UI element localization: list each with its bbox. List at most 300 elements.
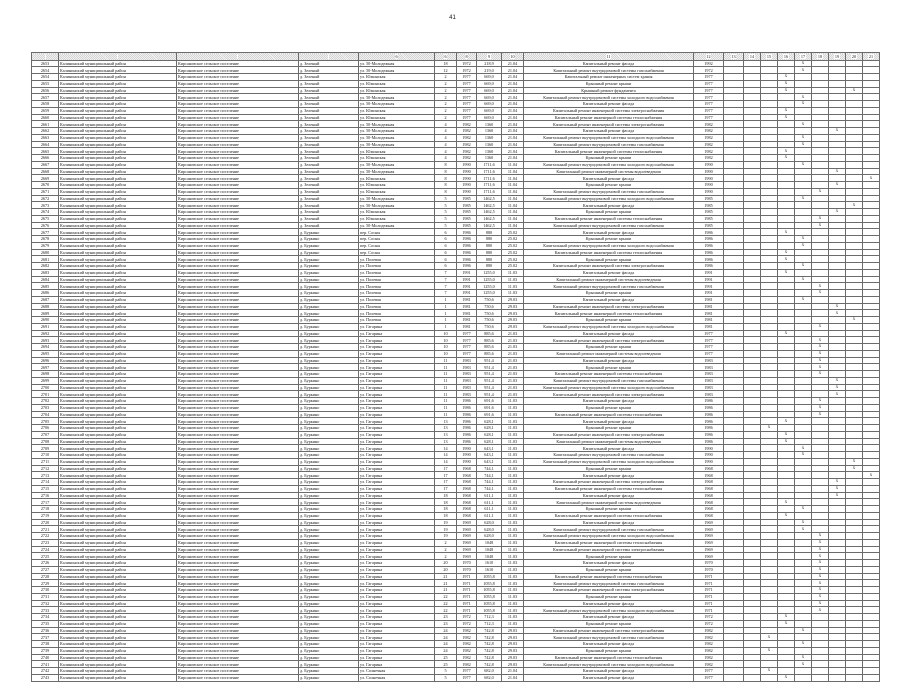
mark-cell: [846, 364, 863, 371]
row-number-cell: 2720: [32, 519, 59, 526]
settlement-cell: Кирсановское сельское поселение: [177, 276, 299, 283]
mark-cell: [795, 364, 812, 371]
table-row: [32, 512, 880, 519]
table-row: [32, 134, 880, 141]
mark-cell: [829, 553, 846, 560]
build-year-cell: 1969: [457, 546, 477, 553]
row-number-cell: 2692: [32, 330, 59, 337]
mark-cell: [761, 263, 778, 270]
municipality-cell: Калининский муниципальный район: [59, 148, 177, 155]
mark-cell: [778, 161, 795, 168]
build-year-cell: 1982: [457, 654, 477, 661]
plan-year-cell: 1982: [694, 134, 724, 141]
house-number-cell: 17: [435, 472, 457, 479]
locality-cell: д. Буркино: [299, 256, 359, 263]
settlement-cell: Кирсановское сельское поселение: [177, 317, 299, 324]
area-cell: 742,8: [477, 634, 502, 641]
area-cell: 880: [477, 249, 502, 256]
work-type-cell: Капитальный ремонт внутридомовой системы холодного водоснабжения: [524, 94, 694, 101]
mark-cell: x: [829, 128, 846, 135]
plan-year-cell: 1982: [694, 128, 724, 135]
build-year-cell: 1982: [457, 647, 477, 654]
table-row: [32, 290, 880, 297]
mark-cell: [778, 391, 795, 398]
area-cell: 669,0: [477, 87, 502, 94]
municipality-cell: Калининский муниципальный район: [59, 634, 177, 641]
mark-cell: [863, 506, 880, 513]
house-number-cell: 5: [435, 668, 457, 675]
street-cell: ул. Гагарина: [359, 580, 435, 587]
mark-cell: x: [795, 654, 812, 661]
mark-cell: [829, 195, 846, 202]
table-row: [32, 654, 880, 661]
mark-cell: [863, 411, 880, 418]
mark-cell: [812, 74, 829, 81]
mark-cell: [829, 101, 846, 108]
plan-year-cell: 1991: [694, 283, 724, 290]
table-row: [32, 74, 880, 81]
term-cell: 11.04: [502, 202, 524, 209]
locality-cell: д. Зеленый: [299, 74, 359, 81]
work-type-cell: Капитальный ремонт инженерной системы водоотведения: [524, 168, 694, 175]
house-number-cell: 2: [435, 114, 457, 121]
mark-cell: [761, 209, 778, 216]
settlement-cell: Кирсановское сельское поселение: [177, 627, 299, 634]
mark-cell: x: [812, 371, 829, 378]
mark-cell: x: [795, 242, 812, 249]
plan-year-cell: 1981: [694, 303, 724, 310]
empty-cell: [724, 114, 744, 121]
area-cell: 669,0: [477, 107, 502, 114]
mark-cell: [761, 175, 778, 182]
empty-cell: [744, 155, 761, 162]
street-cell: ул. Южинская: [359, 74, 435, 81]
mark-cell: [846, 512, 863, 519]
locality-cell: д. Буркино: [299, 269, 359, 276]
mark-cell: [812, 499, 829, 506]
empty-cell: [744, 222, 761, 229]
mark-cell: [863, 533, 880, 540]
header-cell-label: 14: [749, 53, 755, 59]
work-type-cell: Капитальный ремонт фасада: [524, 492, 694, 499]
mark-cell: [795, 634, 812, 641]
row-number-cell: 2694: [32, 344, 59, 351]
mark-cell: [761, 438, 778, 445]
mark-cell: [761, 114, 778, 121]
empty-cell: [724, 74, 744, 81]
row-number-cell: 2712: [32, 465, 59, 472]
mark-cell: [761, 256, 778, 263]
locality-cell: д. Буркино: [299, 249, 359, 256]
area-cell: 1360: [477, 141, 502, 148]
mark-cell: x: [829, 384, 846, 391]
mark-cell: [795, 350, 812, 357]
plan-year-cell: 1972: [694, 67, 724, 74]
empty-cell: [744, 465, 761, 472]
empty-cell: [744, 80, 761, 87]
mark-cell: [829, 249, 846, 256]
empty-cell: [744, 398, 761, 405]
mark-cell: [846, 242, 863, 249]
header-cell-label: 21: [868, 53, 874, 59]
row-number-cell: 2723: [32, 539, 59, 546]
empty-cell: [724, 350, 744, 357]
settlement-cell: Кирсановское сельское поселение: [177, 647, 299, 654]
mark-cell: x: [795, 141, 812, 148]
house-number-cell: 2: [435, 546, 457, 553]
mark-cell: [761, 242, 778, 249]
municipality-cell: Калининский муниципальный район: [59, 229, 177, 236]
settlement-cell: Кирсановское сельское поселение: [177, 74, 299, 81]
mark-cell: [846, 654, 863, 661]
house-number-cell: 6: [435, 256, 457, 263]
build-year-cell: 1991: [457, 269, 477, 276]
work-type-cell: Крышный ремонт крыши: [524, 593, 694, 600]
mark-cell: [795, 546, 812, 553]
plan-year-cell: 1971: [694, 580, 724, 587]
plan-year-cell: 1986: [694, 411, 724, 418]
area-cell: 628,0: [477, 533, 502, 540]
empty-cell: [724, 256, 744, 263]
plan-year-cell: 1985: [694, 215, 724, 222]
area-cell: 880: [477, 229, 502, 236]
mark-cell: [778, 411, 795, 418]
header-cell-label: 15: [766, 53, 772, 59]
mark-cell: [795, 431, 812, 438]
municipality-cell: Калининский муниципальный район: [59, 647, 177, 654]
work-type-cell: Капитальный ремонт инженерной системы электроснабжения: [524, 391, 694, 398]
street-cell: ул. Гагарина: [359, 587, 435, 594]
empty-cell: [724, 533, 744, 540]
empty-cell: [724, 384, 744, 391]
locality-cell: д. Буркино: [299, 674, 359, 681]
locality-cell: д. Зеленый: [299, 87, 359, 94]
empty-cell: [724, 94, 744, 101]
work-type-cell: Капитальный ремонт инженерной системы теплоснабжения: [524, 654, 694, 661]
house-number-cell: 6: [435, 229, 457, 236]
municipality-cell: Калининский муниципальный район: [59, 222, 177, 229]
area-cell: 1055,8: [477, 573, 502, 580]
street-cell: ул. 50-Молодежная: [359, 128, 435, 135]
mark-cell: [778, 242, 795, 249]
house-number-cell: 10: [435, 337, 457, 344]
work-type-cell: Капитальный ремонт инженерной системы электроснабжения: [524, 107, 694, 114]
house-number-cell: 13: [435, 431, 457, 438]
work-type-cell: Крышный ремонт крыши: [524, 425, 694, 432]
mark-cell: [863, 195, 880, 202]
mark-cell: [761, 580, 778, 587]
build-year-cell: 1986: [457, 229, 477, 236]
mark-cell: [812, 148, 829, 155]
house-number-cell: 5: [435, 202, 457, 209]
street-cell: ул. 50-Молодежная: [359, 60, 435, 67]
street-cell: ул. Гагарина: [359, 357, 435, 364]
locality-cell: д. Буркино: [299, 323, 359, 330]
mark-cell: [812, 310, 829, 317]
build-year-cell: 1981: [457, 317, 477, 324]
mark-cell: x: [795, 276, 812, 283]
mark-cell: [795, 323, 812, 330]
header-cell: [59, 53, 177, 61]
work-type-cell: Капитальный ремонт фасада: [524, 445, 694, 452]
empty-cell: [744, 60, 761, 67]
empty-cell: [744, 377, 761, 384]
mark-cell: [846, 674, 863, 681]
mark-cell: [829, 161, 846, 168]
plan-year-cell: 1986: [694, 404, 724, 411]
mark-cell: [761, 431, 778, 438]
row-number-cell: 2709: [32, 445, 59, 452]
area-cell: 669,0: [477, 80, 502, 87]
empty-cell: [724, 67, 744, 74]
mark-cell: [863, 539, 880, 546]
mark-cell: x: [778, 249, 795, 256]
header-cell: [359, 53, 435, 61]
mark-cell: [778, 654, 795, 661]
table-row: [32, 479, 880, 486]
work-type-cell: Крышный ремонт крыши: [524, 620, 694, 627]
locality-cell: д. Буркино: [299, 452, 359, 459]
locality-cell: д. Буркино: [299, 458, 359, 465]
term-cell: 29.03: [502, 641, 524, 648]
mark-cell: [795, 479, 812, 486]
row-number-cell: 2707: [32, 431, 59, 438]
empty-cell: [724, 661, 744, 668]
mark-cell: x: [778, 620, 795, 627]
house-number-cell: 22: [435, 607, 457, 614]
locality-cell: д. Зеленый: [299, 175, 359, 182]
municipality-cell: Калининский муниципальный район: [59, 249, 177, 256]
area-cell: 628,1: [477, 418, 502, 425]
mark-cell: x: [778, 256, 795, 263]
house-number-cell: 18: [435, 499, 457, 506]
empty-cell: [724, 472, 744, 479]
municipality-cell: Калининский муниципальный район: [59, 398, 177, 405]
empty-cell: [724, 674, 744, 681]
mark-cell: x: [829, 209, 846, 216]
plan-year-cell: 1977: [694, 80, 724, 87]
term-cell: 21.04: [502, 87, 524, 94]
table-row: [32, 107, 880, 114]
mark-cell: [863, 357, 880, 364]
municipality-cell: Калининский муниципальный район: [59, 134, 177, 141]
mark-cell: [795, 398, 812, 405]
mark-cell: [778, 519, 795, 526]
mark-cell: [761, 148, 778, 155]
settlement-cell: Кирсановское сельское поселение: [177, 256, 299, 263]
mark-cell: [863, 654, 880, 661]
mark-cell: [795, 182, 812, 189]
mark-cell: [846, 566, 863, 573]
work-type-cell: Крышный ремонт крыши: [524, 647, 694, 654]
term-cell: 21.04: [502, 121, 524, 128]
table-row: [32, 182, 880, 189]
house-number-cell: 2: [435, 87, 457, 94]
locality-cell: д. Буркино: [299, 479, 359, 486]
mark-cell: [778, 276, 795, 283]
mark-cell: x: [812, 560, 829, 567]
row-number-cell: 2661: [32, 121, 59, 128]
plan-year-cell: 1982: [694, 148, 724, 155]
mark-cell: [778, 573, 795, 580]
header-cell-label: 16: [783, 53, 789, 59]
street-cell: ул. Южинская: [359, 114, 435, 121]
house-number-cell: 11: [435, 384, 457, 391]
mark-cell: [863, 209, 880, 216]
mark-cell: [846, 303, 863, 310]
build-year-cell: 1986: [457, 236, 477, 243]
empty-cell: [744, 209, 761, 216]
empty-cell: [724, 479, 744, 486]
area-cell: 880: [477, 256, 502, 263]
empty-cell: [724, 654, 744, 661]
row-number-cell: 2713: [32, 472, 59, 479]
mark-cell: [795, 492, 812, 499]
row-number-cell: 2704: [32, 411, 59, 418]
mark-cell: [863, 526, 880, 533]
area-cell: 628,0: [477, 519, 502, 526]
settlement-cell: Кирсановское сельское поселение: [177, 620, 299, 627]
mark-cell: [795, 600, 812, 607]
mark-cell: [863, 87, 880, 94]
mark-cell: [863, 479, 880, 486]
municipality-cell: Калининский муниципальный район: [59, 350, 177, 357]
mark-cell: [863, 398, 880, 405]
table-row: [32, 425, 880, 432]
mark-cell: [761, 364, 778, 371]
row-number-cell: 2738: [32, 641, 59, 648]
settlement-cell: Кирсановское сельское поселение: [177, 465, 299, 472]
municipality-cell: Калининский муниципальный район: [59, 323, 177, 330]
term-cell: 21.04: [502, 134, 524, 141]
settlement-cell: Кирсановское сельское поселение: [177, 323, 299, 330]
mark-cell: x: [778, 114, 795, 121]
mark-cell: [761, 654, 778, 661]
mark-cell: [812, 67, 829, 74]
settlement-cell: Кирсановское сельское поселение: [177, 67, 299, 74]
locality-cell: д. Буркино: [299, 573, 359, 580]
mark-cell: [846, 607, 863, 614]
mark-cell: [761, 330, 778, 337]
street-cell: ул. Гагарина: [359, 344, 435, 351]
term-cell: 11.03: [502, 620, 524, 627]
mark-cell: [761, 80, 778, 87]
locality-cell: д. Буркино: [299, 276, 359, 283]
mark-cell: [846, 256, 863, 263]
mark-cell: [795, 80, 812, 87]
street-cell: ул. Гагарина: [359, 411, 435, 418]
mark-cell: [846, 418, 863, 425]
empty-cell: [744, 290, 761, 297]
row-number-cell: 2662: [32, 128, 59, 135]
house-number-cell: 24: [435, 627, 457, 634]
street-cell: ул. Гагарина: [359, 425, 435, 432]
plan-year-cell: 1968: [694, 512, 724, 519]
street-cell: ул. Гагарина: [359, 330, 435, 337]
municipality-cell: Калининский муниципальный район: [59, 236, 177, 243]
settlement-cell: Кирсановское сельское поселение: [177, 546, 299, 553]
row-number-cell: 2722: [32, 533, 59, 540]
row-number-cell: 2736: [32, 627, 59, 634]
mark-cell: [761, 614, 778, 621]
mark-cell: [829, 641, 846, 648]
empty-cell: [724, 80, 744, 87]
header-cell-label: 13: [731, 53, 736, 59]
plan-year-cell: 1977: [694, 107, 724, 114]
table-row: [32, 452, 880, 459]
mark-cell: [795, 148, 812, 155]
house-number-cell: 14: [435, 452, 457, 459]
municipality-cell: Калининский муниципальный район: [59, 641, 177, 648]
mark-cell: [795, 215, 812, 222]
mark-cell: [795, 290, 812, 297]
locality-cell: д. Буркино: [299, 418, 359, 425]
table-row: [32, 634, 880, 641]
municipality-cell: Калининский муниципальный район: [59, 290, 177, 297]
build-year-cell: 1986: [457, 404, 477, 411]
mark-cell: [863, 668, 880, 675]
build-year-cell: 1977: [457, 350, 477, 357]
mark-cell: [829, 60, 846, 67]
build-year-cell: 1971: [457, 600, 477, 607]
term-cell: 29.03: [502, 296, 524, 303]
empty-cell: [744, 418, 761, 425]
table-row: [32, 296, 880, 303]
mark-cell: [863, 377, 880, 384]
mark-cell: [846, 350, 863, 357]
mark-cell: [812, 209, 829, 216]
mark-cell: [846, 377, 863, 384]
empty-cell: [744, 249, 761, 256]
empty-cell: [744, 269, 761, 276]
capital-repair-registry-table: [31, 52, 880, 682]
term-cell: 29.03: [502, 310, 524, 317]
mark-cell: [829, 283, 846, 290]
house-number-cell: 22: [435, 593, 457, 600]
mark-cell: [778, 215, 795, 222]
area-cell: 1055,8: [477, 593, 502, 600]
mark-cell: [778, 364, 795, 371]
house-number-cell: 7: [435, 283, 457, 290]
mark-cell: [829, 452, 846, 459]
settlement-cell: Кирсановское сельское поселение: [177, 337, 299, 344]
locality-cell: д. Буркино: [299, 634, 359, 641]
mark-cell: x: [778, 107, 795, 114]
build-year-cell: 1971: [457, 607, 477, 614]
plan-year-cell: 1990: [694, 445, 724, 452]
municipality-cell: Калининский муниципальный район: [59, 438, 177, 445]
mark-cell: [795, 614, 812, 621]
row-number-cell: 2728: [32, 573, 59, 580]
mark-cell: [829, 445, 846, 452]
mark-cell: [795, 337, 812, 344]
mark-cell: [812, 101, 829, 108]
locality-cell: д. Зеленый: [299, 60, 359, 67]
table-row: [32, 350, 880, 357]
mark-cell: x: [812, 283, 829, 290]
settlement-cell: Кирсановское сельское поселение: [177, 357, 299, 364]
area-cell: 611,1: [477, 492, 502, 499]
table-row: [32, 222, 880, 229]
mark-cell: x: [795, 67, 812, 74]
mark-cell: x: [829, 485, 846, 492]
mark-cell: [812, 276, 829, 283]
area-cell: 1360: [477, 134, 502, 141]
mark-cell: x: [795, 526, 812, 533]
empty-cell: [724, 607, 744, 614]
street-cell: ул. Гагарина: [359, 492, 435, 499]
work-type-cell: Капитальный ремонт инженерной системы электроснабжения: [524, 479, 694, 486]
